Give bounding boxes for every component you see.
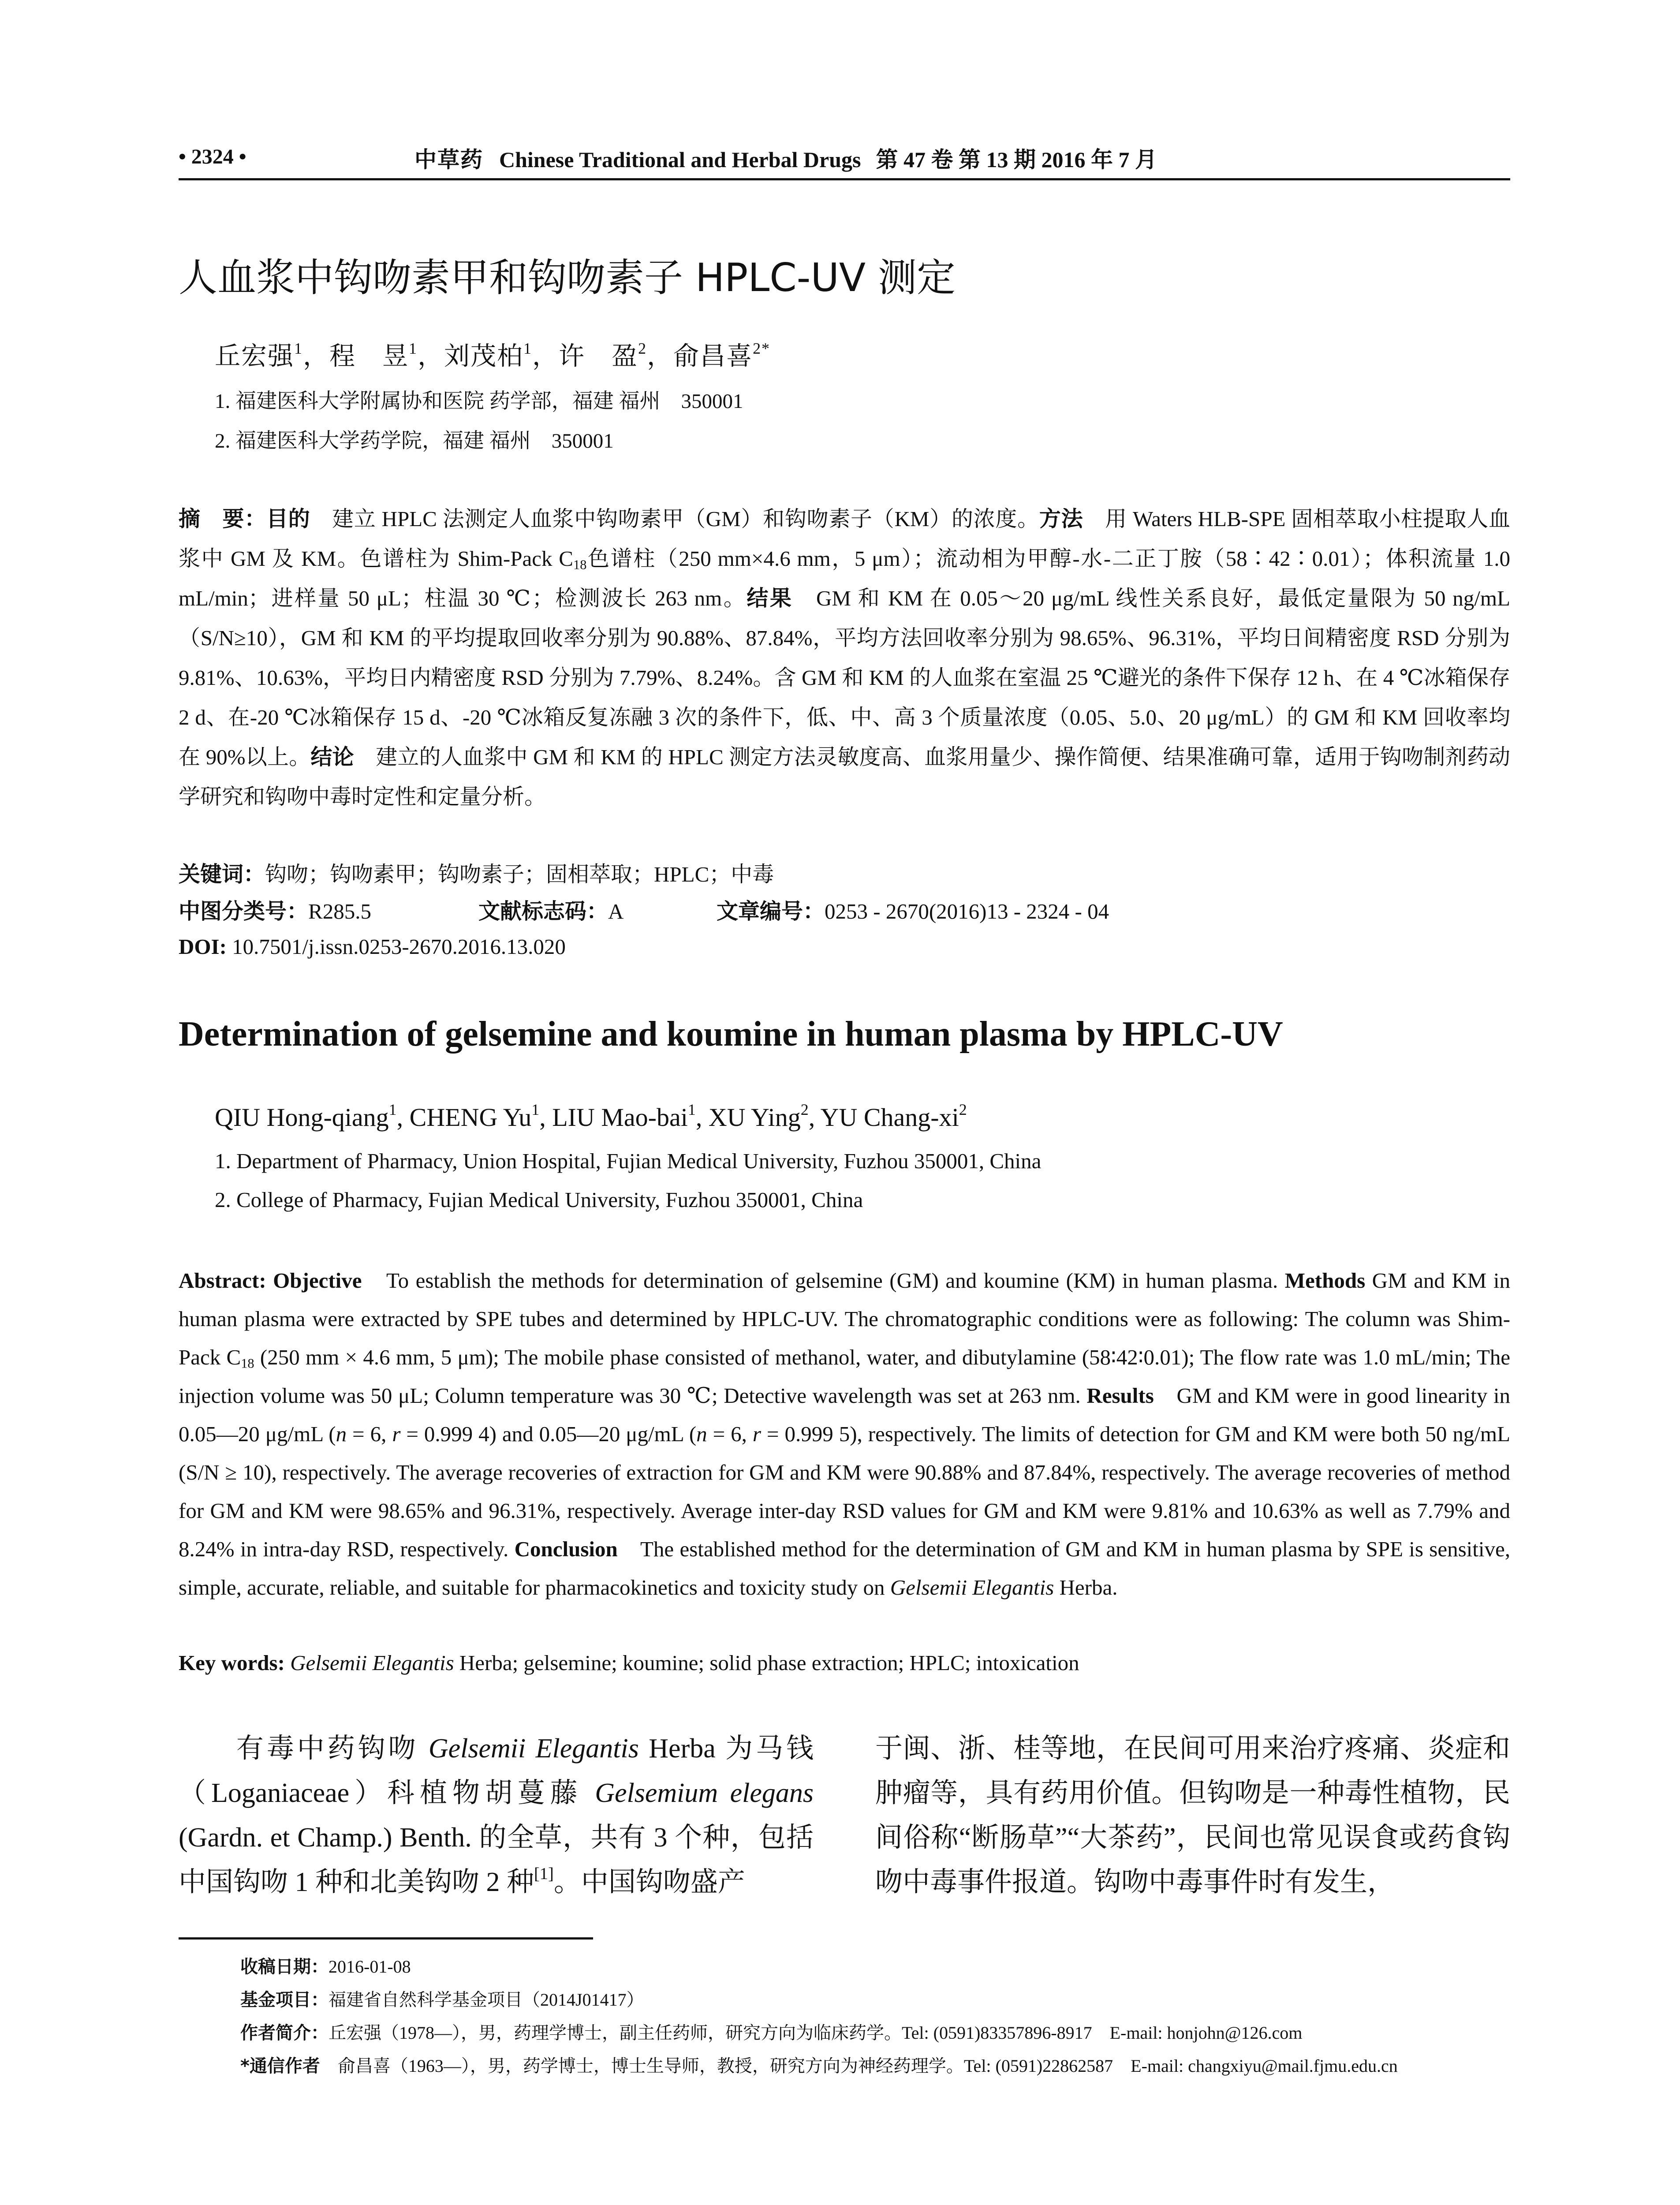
body-column-right: 于闽、浙、桂等地，在民间可用来治疗疼痛、炎症和肿瘤等，具有药用价值。但钩吻是一种毒性植物，民间俗称“断肠草”“大茶药”，民间也常见误食或药食钩吻中毒事件报道。钩吻中毒事件时有发生， bbox=[875, 1734, 1510, 1897]
methods-label: 方法 bbox=[1039, 506, 1083, 531]
author-affiliation-mark: 1 bbox=[294, 339, 303, 357]
footnote-received bbox=[240, 1953, 411, 1978]
author-name: 许 盈 bbox=[559, 342, 638, 370]
footnote-author-bio bbox=[240, 2019, 1302, 2044]
clc-value: R285.5 bbox=[308, 899, 371, 923]
subscript: 18 bbox=[241, 1356, 254, 1371]
body-text: Herba 为马钱（Loganiaceae）科植物胡蔓藤 bbox=[179, 1734, 814, 1808]
conclusion-text: 建立的人血浆中 GM 和 KM 的 HPLC 测定方法灵敏度高、血浆用量少、操作简便、结果准确可靠，适用于钩吻制剂药动学研究和钩吻中毒时定性和定量分析。 bbox=[179, 745, 1510, 809]
results-variable: r bbox=[752, 1422, 761, 1446]
results-label: Results bbox=[1086, 1383, 1154, 1408]
results-variable: n bbox=[696, 1422, 707, 1446]
author-affiliation-mark: 2* bbox=[753, 339, 771, 357]
abstract-label: 摘 要： bbox=[179, 506, 266, 531]
article-number-label: 文章编号： bbox=[717, 899, 825, 924]
author-name: XU Ying bbox=[708, 1103, 801, 1132]
conclusion-text: Herba. bbox=[1054, 1575, 1118, 1600]
author-affiliation-mark: 2 bbox=[638, 339, 647, 357]
author-name: LIU Mao-bai bbox=[552, 1103, 688, 1132]
reference-mark[interactable]: [1] bbox=[534, 1865, 554, 1884]
author-affiliation-mark: 1 bbox=[523, 339, 533, 357]
results-variable: n bbox=[336, 1422, 347, 1446]
doi-value: 10.7501/j.issn.0253-2670.2016.13.020 bbox=[226, 934, 566, 959]
authors-chinese: 丘宏强$^1$，程 昱$^1$，刘茂柏$^1$，许 盈$^2$，俞昌喜$^{2*}$ bbox=[215, 339, 771, 370]
title-english: Determination of gelsemine and koumine in human plasma by HPLC-UV bbox=[179, 1015, 1283, 1054]
results-text: GM 和 KM 在 0.05～20 μg/mL 线性关系良好，最低定量限为 50 ng/mL（S/N≥10），GM 和 KM 的平均提取回收率分别为 90.88%、87.84%，平均方法回收率分别为 98.65%、96.31%，平均日间精密度 RSD 分别为 9.81%、10.63%，平均日内精密度 RSD 分别为 7.79%、8.24%。含 GM 和 KM 的人血浆在室温 25 ℃避光的条件下保存 12 h、在 4 ℃冰箱保存 2 d、在-20 ℃冰箱保存 15 d、-20 ℃冰箱反复冻融 3 次的条件下，低、中、高 3 个质量浓度（0.05、5.0、20 μg/mL）的 GM 和 KM 回收率均在 90%以上。 bbox=[179, 586, 1510, 769]
page-number: • 2324 • bbox=[179, 145, 246, 168]
body-column-left bbox=[179, 1727, 814, 1905]
footnote-text: 俞昌喜（1963—），男，药学博士，博士生导师，教授，研究方向为神经药理学。Tel: (0591)22862587 E-mail: changxiyu@mail.fjmu.edu.cn bbox=[320, 2056, 1398, 2076]
author-name: QIU Hong-qiang bbox=[215, 1103, 389, 1132]
header-rule bbox=[179, 178, 1510, 180]
journal-logo: 中草药 bbox=[414, 146, 483, 172]
results-variable: r bbox=[392, 1422, 401, 1446]
results-text: = 0.999 4) and 0.05—20 μg/mL ( bbox=[400, 1422, 697, 1446]
methods-label: Methods bbox=[1284, 1268, 1366, 1293]
results-text: = 6, bbox=[707, 1422, 753, 1446]
results-text: GM and KM were in good linearity in 0.05—20 μg/mL ( bbox=[179, 1383, 1510, 1446]
methods-text: GM and KM in human plasma were extracted by SPE tubes and determined by HPLC-UV. The chromatographic conditions were as following: The column was Shim-Pack C bbox=[179, 1268, 1510, 1369]
keywords-label: 关键词： bbox=[179, 862, 265, 887]
author-name: YU Chang-xi bbox=[820, 1103, 959, 1132]
keywords-text: 钩吻；钩吻素甲；钩吻素子；固相萃取；HPLC；中毒 bbox=[265, 862, 774, 886]
conclusion-label: 结论 bbox=[310, 744, 354, 770]
footnote-rule bbox=[179, 1937, 593, 1940]
abstract-chinese bbox=[179, 499, 1510, 817]
results-label: 结果 bbox=[747, 586, 793, 611]
objective-text: 建立 HPLC 法测定人血浆中钩吻素甲（GM）和钩吻素子（KM）的浓度。 bbox=[310, 507, 1039, 531]
doi-label: DOI: bbox=[179, 934, 227, 959]
author-name: CHENG Yu bbox=[409, 1103, 532, 1132]
conclusion-label: Conclusion bbox=[514, 1537, 618, 1561]
species-name: Gelsemii Elegantis bbox=[428, 1734, 639, 1764]
doc-code-label: 文献标志码： bbox=[478, 899, 609, 924]
species-name: Gelsemium elegans bbox=[595, 1778, 814, 1808]
author-name: 程 昱 bbox=[329, 342, 409, 370]
author-name: 丘宏强 bbox=[215, 342, 295, 370]
author-affiliation-mark: 2 bbox=[800, 1100, 809, 1118]
footnote-label: 作者简介： bbox=[240, 2023, 329, 2043]
objective-text: To establish the methods for determination of gelsemine (GM) and koumine (KM) in human plasma. bbox=[362, 1268, 1285, 1293]
article-number-value: 0253 - 2670(2016)13 - 2324 - 04 bbox=[825, 899, 1109, 923]
journal-line bbox=[414, 142, 1157, 174]
abstract-english bbox=[179, 1261, 1510, 1607]
footnote-text: 丘宏强（1978—），男，药理学博士，副主任药师，研究方向为临床药学。Tel: (0591)83357896-8917 E-mail: honjohn@126.com bbox=[329, 2023, 1303, 2043]
conclusion-text: The established method for the determination of GM and KM in human plasma by SPE is sensitive, simple, accurate, reliable, and suitable for pharmacokinetics and toxicity study on bbox=[179, 1537, 1510, 1600]
title-chinese: 人血浆中钩吻素甲和钩吻素子 HPLC-UV 测定 bbox=[179, 255, 956, 300]
footnote-label: 收稿日期： bbox=[240, 1957, 329, 1977]
affiliation-english: 1. Department of Pharmacy, Union Hospital, Fujian Medical University, Fuzhou 350001, China bbox=[215, 1149, 1042, 1173]
clc-label: 中图分类号： bbox=[179, 899, 309, 924]
affiliation-english: 2. College of Pharmacy, Fujian Medical University, Fuzhou 350001, China bbox=[215, 1188, 863, 1212]
authors-english: QIU Hong-qiang$^1$, CHENG Yu$^1$, LIU Mao-bai$^1$, XU Ying$^2$, YU Chang-$xi^2$ bbox=[215, 1100, 967, 1132]
footnote-text: 2016-01-08 bbox=[329, 1957, 411, 1977]
keywords-text: Herba; gelsemine; koumine; solid phase extraction; HPLC; intoxication bbox=[454, 1651, 1079, 1675]
journal-name: Chinese Traditional and Herbal Drugs bbox=[499, 147, 861, 172]
methods-text: 用 Waters HLB-SPE 固相萃取小柱提取人血浆中 GM 及 KM。色谱柱为 Shim-Pack C bbox=[179, 507, 1510, 571]
doi-line bbox=[179, 934, 566, 959]
affiliation-chinese: 2. 福建医科大学药学院，福建 福州 350001 bbox=[215, 430, 614, 452]
doc-code-value: A bbox=[608, 899, 624, 923]
footnote-text: 福建省自然科学基金项目（2014J01417） bbox=[329, 1990, 644, 2010]
author-affiliation-mark: 1 bbox=[409, 339, 418, 357]
footnote-funding bbox=[240, 1986, 644, 2011]
footnote-label: 基金项目： bbox=[240, 1990, 329, 2010]
author-affiliation-mark: 1 bbox=[531, 1100, 540, 1118]
running-header bbox=[179, 141, 1510, 176]
keywords-label: Key words: bbox=[179, 1651, 285, 1675]
species-name: Gelsemii Elegantis bbox=[890, 1575, 1054, 1600]
author-name: 俞昌喜 bbox=[673, 342, 753, 370]
abstract-label: Abstract: Objective bbox=[179, 1268, 362, 1293]
affiliation-chinese: 1. 福建医科大学附属协和医院 药学部，福建 福州 350001 bbox=[215, 390, 743, 413]
keywords-chinese bbox=[179, 855, 1510, 894]
footnote-label: *通信作者 bbox=[240, 2056, 320, 2076]
classification-line bbox=[179, 894, 1109, 925]
author-affiliation-mark: 1 bbox=[687, 1100, 696, 1118]
body-text: 有毒中药钩吻 bbox=[233, 1734, 429, 1764]
objective-label: 目的 bbox=[266, 506, 310, 531]
subscript: 18 bbox=[573, 557, 587, 572]
methods-text: 色谱柱（250 mm×4.6 mm，5 μm）；流动相为甲醇-水-二正丁胺（58∶42∶0.01）；体积流量 1.0 mL/min；进样量 50 μL；柱温 30 ℃；检测波长 263 nm。 bbox=[179, 546, 1511, 610]
results-text: = 0.999 5), respectively. The limits of detection for GM and KM were both 50 ng/mL (S/N ≥ 10), respectively. The average recoveries of extraction for GM and KM were 90.88% and 87.84%, respectively. The average recoveries of method for GM and KM were 98.65% and 96.31%, respectively. Average inter-day RSD values for GM and KM were 9.81% and 10.63% as well as 7.79% and 8.24% in intra-day RSD, respectively. bbox=[179, 1422, 1510, 1561]
author-affiliation-mark: 1 bbox=[388, 1100, 397, 1118]
author-name: 刘茂柏 bbox=[444, 342, 524, 370]
results-text: = 6, bbox=[347, 1422, 392, 1446]
author-affiliation-mark: 2 bbox=[959, 1100, 967, 1118]
body-text: (Gardn. et Champ.) Benth. 的全草，共有 3 个种，包括中国钩吻 1 种和北美钩吻 2 种 bbox=[179, 1823, 814, 1897]
body-text: 。中国钩吻盛产 bbox=[553, 1867, 745, 1897]
keywords-english bbox=[179, 1650, 1079, 1675]
methods-text: (250 mm × 4.6 mm, 5 μm); The mobile phase consisted of methanol, water, and dibutylamine (58∶42∶0.01); The flow rate was 1.0 mL/min; The injection volume was 50 μL; Column temperature was 30 ℃; Detective wavelength was set at 263 nm. bbox=[179, 1345, 1510, 1408]
journal-issue: 第 47 卷 第 13 期 2016 年 7 月 bbox=[876, 147, 1157, 172]
footnote-corresponding bbox=[240, 2052, 1398, 2077]
species-name: Gelsemii Elegantis bbox=[284, 1651, 454, 1675]
